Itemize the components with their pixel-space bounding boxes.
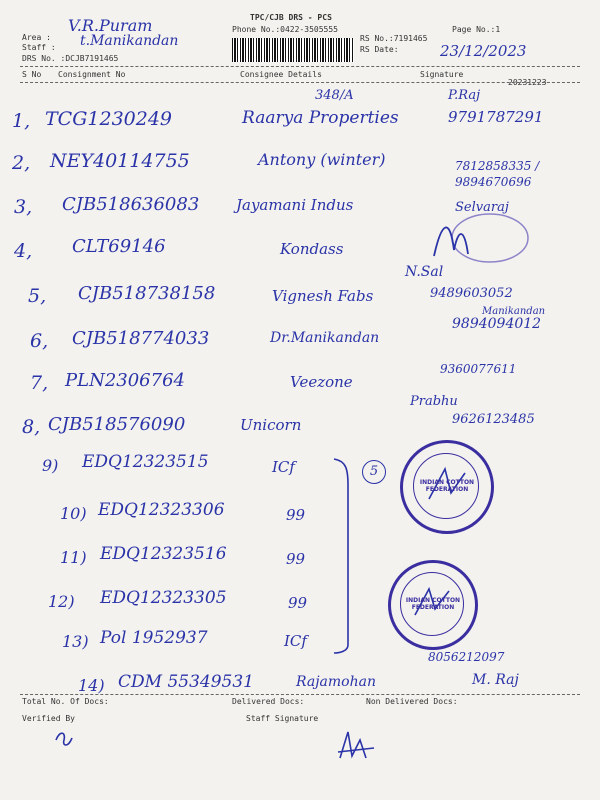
group-count-note: 5 xyxy=(362,460,386,484)
receiver-signature: Prabhu xyxy=(410,394,458,409)
signature-scribble xyxy=(420,210,530,270)
row-number: 2, xyxy=(12,152,31,174)
area-value: V.R.Puram xyxy=(68,16,153,35)
consignee-name: Raarya Properties xyxy=(242,108,399,128)
run-date: 20231223 xyxy=(508,78,547,87)
rs-date-label: RS Date: xyxy=(360,45,399,54)
receiver-signature: M. Raj xyxy=(472,672,519,688)
row-number: 4, xyxy=(14,240,33,262)
row-number: 3, xyxy=(14,196,33,218)
staff-signature xyxy=(330,728,380,764)
consignment-number: EDQ12323516 xyxy=(100,544,227,564)
drs-number: DRS No. :DCJB7191465 xyxy=(22,54,119,63)
consignee-name: Kondass xyxy=(280,240,344,258)
row-number: 10) xyxy=(60,504,87,523)
receiver-phone: 9360077611 xyxy=(440,362,517,376)
consignee-name: Unicorn xyxy=(240,416,302,434)
consignee-name: ICf xyxy=(284,632,307,650)
seal-text: INDIAN COTTON FEDERATION xyxy=(419,479,475,493)
consignee-name: Antony (winter) xyxy=(258,150,386,169)
row-number: 6, xyxy=(30,330,49,352)
consignment-number: CJB518576090 xyxy=(48,414,186,435)
consignee-name: Dr.Manikandan xyxy=(270,330,380,346)
row-number: 13) xyxy=(62,632,89,651)
consignment-number: TCG1230249 xyxy=(45,108,173,130)
row-number: 8, xyxy=(22,416,41,438)
row-number: 14) xyxy=(78,676,105,695)
receiver-signature: Selvaraj xyxy=(455,200,509,215)
rs-number: RS No.:7191465 xyxy=(360,34,428,43)
total-docs-label: Total No. Of Docs: xyxy=(22,697,109,706)
col-consignment: Consignment No xyxy=(58,70,126,79)
consignment-number: PLN2306764 xyxy=(65,370,185,391)
column-divider xyxy=(20,82,580,83)
consignment-number: NEY40114755 xyxy=(50,150,190,172)
col-signature: Signature xyxy=(420,70,464,79)
non-delivered-docs-label: Non Delivered Docs: xyxy=(366,697,458,706)
consignment-number: CJB518774033 xyxy=(72,328,210,349)
consignment-number: EDQ12323515 xyxy=(82,452,209,472)
phone-number: Phone No.:0422-3505555 xyxy=(232,25,338,34)
row-number: 9) xyxy=(42,456,59,475)
consignment-number: CJB518738158 xyxy=(78,283,216,304)
row-number: 11) xyxy=(60,548,87,567)
receiver-phone: 9626123485 xyxy=(452,412,535,427)
footer-divider xyxy=(20,694,580,695)
seal-text: INDIAN COTTON FEDERATION xyxy=(405,597,461,611)
consignee-name: Vignesh Fabs xyxy=(272,287,374,305)
receiver-signature: Manikandan xyxy=(482,306,546,317)
staff-signature-label: Staff Signature xyxy=(246,714,319,723)
barcode xyxy=(232,38,354,62)
header-divider xyxy=(20,66,580,67)
consignee-name: 99 xyxy=(286,550,306,568)
company-seal xyxy=(388,560,478,650)
row-number: 1, xyxy=(12,110,31,132)
address-note: 348/A xyxy=(315,88,354,103)
consignment-number: EDQ12323305 xyxy=(100,588,227,608)
row-number: 12) xyxy=(48,592,75,611)
receiver-signature: N.Sal xyxy=(405,264,444,280)
staff-value: t.Manikandan xyxy=(80,33,179,49)
consignee-name: ICf xyxy=(272,458,295,476)
receiver-phone: 9894094012 xyxy=(452,316,542,332)
page-number: Page No.:1 xyxy=(452,25,501,34)
row-number: 5, xyxy=(28,285,47,307)
consignment-number: CDM 55349531 xyxy=(118,672,254,692)
document-title: TPC/CJB DRS - PCS xyxy=(250,13,332,22)
receiver-signature: P.Raj xyxy=(448,88,481,103)
consignment-number: CJB518636083 xyxy=(62,194,200,215)
col-sno: S No xyxy=(22,70,42,79)
consignee-name: Rajamohan xyxy=(296,674,376,690)
rs-date-value: 23/12/2023 xyxy=(440,42,527,60)
company-seal xyxy=(400,440,494,534)
receiver-phone: 9791787291 xyxy=(448,108,544,126)
group-bracket xyxy=(330,455,370,655)
receiver-phone: 7812858335 / 9894670696 xyxy=(455,159,540,189)
consignment-number: Pol 1952937 xyxy=(100,628,208,648)
consignee-name: 99 xyxy=(288,594,308,612)
consignee-name: 99 xyxy=(286,506,306,524)
area-label: Area : xyxy=(22,33,51,42)
consignment-number: CLT69146 xyxy=(72,236,166,257)
delivered-docs-label: Delivered Docs: xyxy=(232,697,305,706)
col-consignee: Consignee Details xyxy=(240,70,322,79)
consignee-name: Veezone xyxy=(290,373,353,391)
staff-label: Staff : xyxy=(22,43,56,52)
consignment-number: EDQ12323306 xyxy=(98,500,225,520)
consignee-name: Jayamani Indus xyxy=(236,196,354,214)
verifier-initials xyxy=(52,728,76,750)
row-number: 7, xyxy=(30,372,49,394)
receiver-phone: 8056212097 xyxy=(428,650,505,664)
receiver-phone: 9489603052 xyxy=(430,286,513,301)
verified-by-label: Verified By xyxy=(22,714,75,723)
